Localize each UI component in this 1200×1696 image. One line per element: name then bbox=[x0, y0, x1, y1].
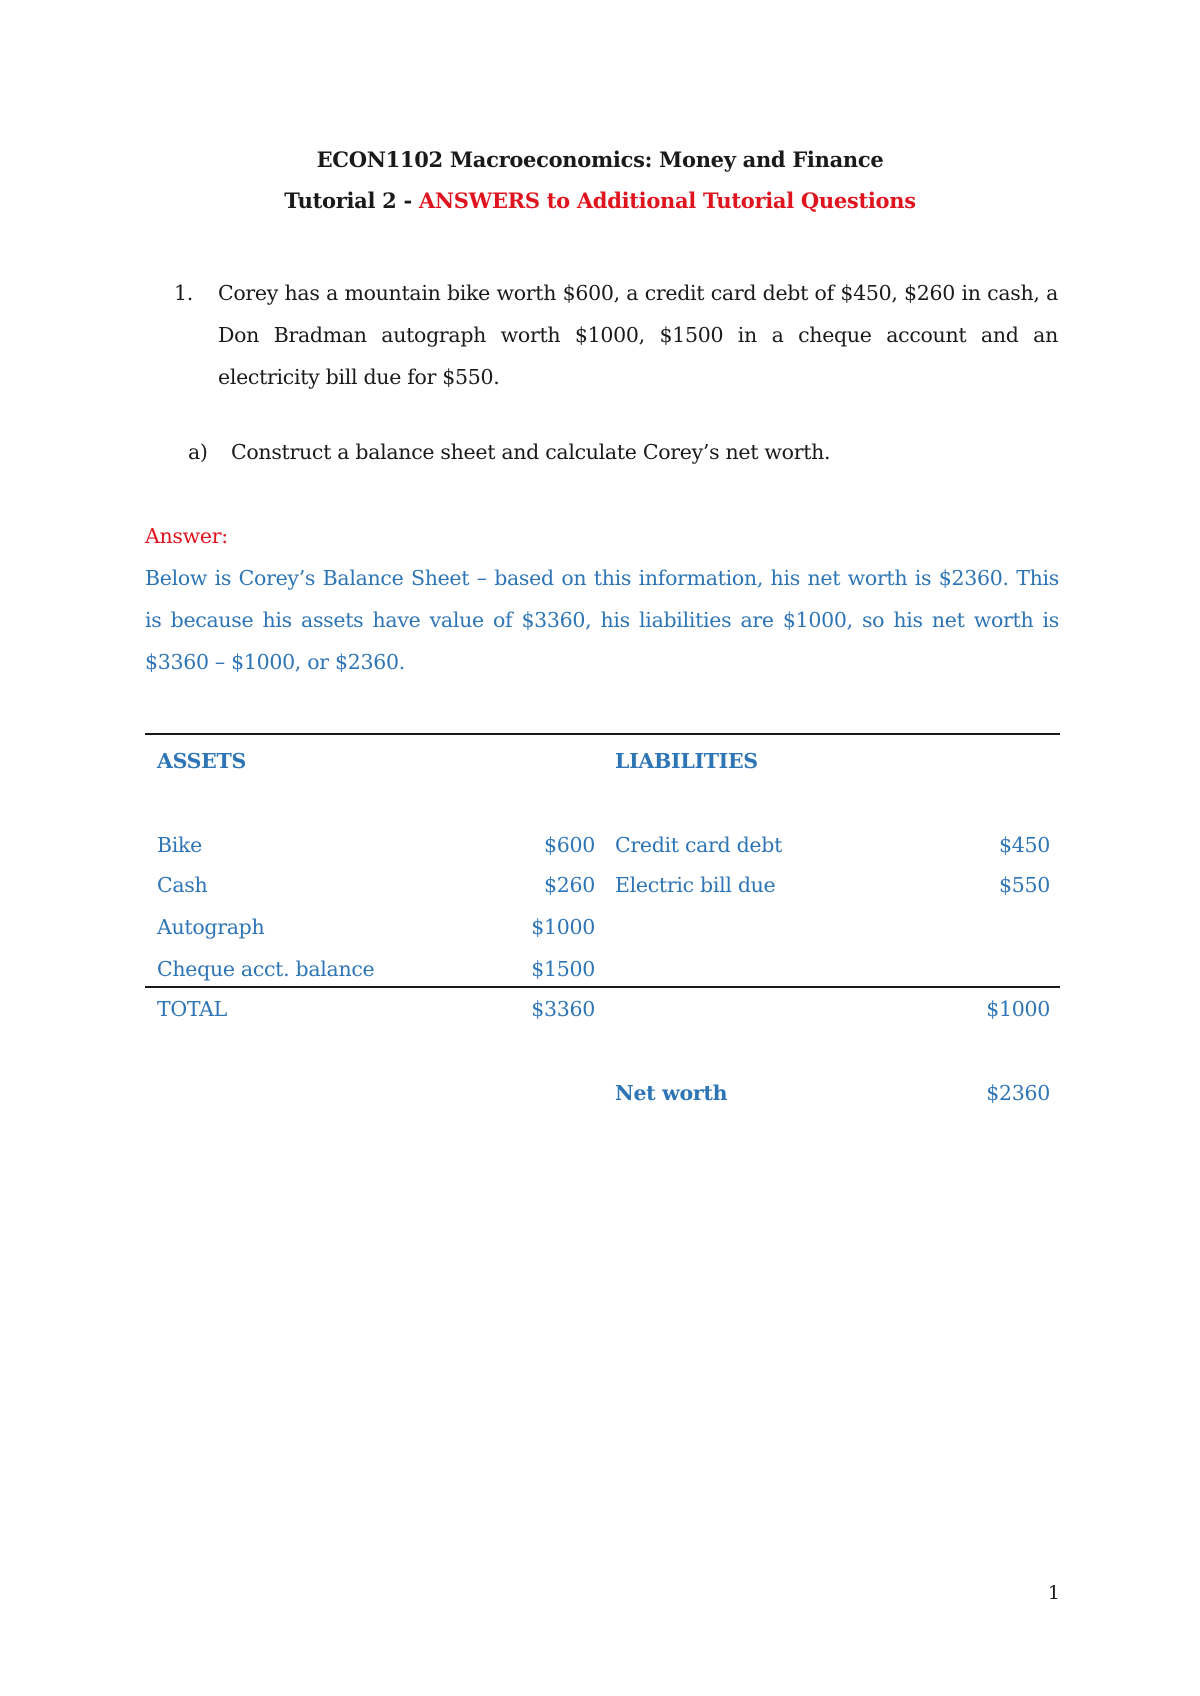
tutorial-title bbox=[0, 188, 1200, 213]
liability-label: Electric bill due bbox=[615, 873, 776, 897]
asset-amount: $600 bbox=[544, 833, 595, 857]
asset-amount: $1500 bbox=[531, 957, 595, 981]
total-label: TOTAL bbox=[157, 997, 227, 1021]
asset-label: Autograph bbox=[157, 915, 265, 939]
asset-label: Cash bbox=[157, 873, 208, 897]
sub-question-text: Construct a balance sheet and calculate Corey’s net worth. bbox=[231, 440, 831, 464]
assets-header: ASSETS bbox=[157, 749, 246, 773]
tutorial-highlight: ANSWERS to Additional Tutorial Questions bbox=[418, 188, 916, 213]
net-worth-label: Net worth bbox=[615, 1081, 728, 1105]
liabilities-header: LIABILITIES bbox=[615, 749, 758, 773]
sub-question-letter: a) bbox=[188, 440, 208, 464]
course-title: ECON1102 Macroeconomics: Money and Finance bbox=[316, 147, 884, 172]
net-worth-value: $2360 bbox=[986, 1081, 1050, 1105]
page-number: 1 bbox=[1047, 1582, 1060, 1604]
asset-amount: $260 bbox=[544, 873, 595, 897]
tutorial-prefix: Tutorial 2 - bbox=[284, 188, 419, 213]
answer-text: Below is Corey’s Balance Sheet – based on this information, his net worth is $2360. This is because his assets have value of $3360, his liabilities are $1000, so his net worth is $3360 – $1000, or $2360. bbox=[145, 566, 1059, 674]
liability-label: Credit card debt bbox=[615, 833, 783, 857]
asset-label: Bike bbox=[157, 833, 202, 857]
table-top-rule bbox=[145, 733, 1060, 735]
total-assets: $3360 bbox=[531, 997, 595, 1021]
balance-sheet-table bbox=[145, 733, 1060, 1113]
question-number: 1. bbox=[174, 281, 193, 305]
liability-amount: $450 bbox=[999, 833, 1050, 857]
liability-amount: $550 bbox=[999, 873, 1050, 897]
answer-label: Answer: bbox=[145, 524, 228, 548]
asset-label: Cheque acct. balance bbox=[157, 957, 375, 981]
asset-amount: $1000 bbox=[531, 915, 595, 939]
total-rule bbox=[145, 986, 1060, 988]
question-text: Corey has a mountain bike worth $600, a credit card debt of $450, $260 in cash, a Don Bradman autograph worth $1000, $1500 in a cheque account and an electricity bill due for $550. bbox=[218, 281, 1058, 389]
total-liabilities: $1000 bbox=[986, 997, 1050, 1021]
